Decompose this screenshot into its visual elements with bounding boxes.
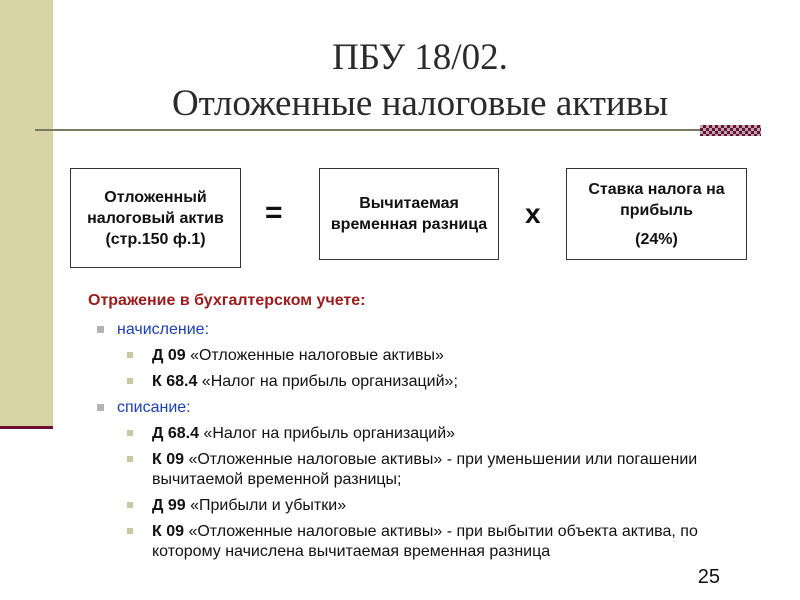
title-divider-ornament (700, 125, 761, 136)
bullet-marker (127, 352, 133, 358)
section-heading: Отражение в бухгалтерском учете: (88, 292, 366, 309)
account-code: К 09 (152, 451, 185, 468)
list-item (152, 346, 752, 366)
page-number: 25 (697, 566, 720, 588)
account-code: Д 68.4 (152, 425, 199, 442)
bullet-marker (127, 528, 133, 534)
formula-box-tax-rate (566, 168, 747, 260)
equals-sign: = (265, 196, 283, 229)
list-item-text: «Прибыли и убытки» (185, 497, 347, 514)
multiply-sign: х (525, 198, 541, 229)
list-item-text: «Отложенные налоговые активы» (185, 347, 444, 364)
list-item-text: «Отложенные налоговые активы» - при уменьшении или погашении вычитаемой временной разницы; (152, 451, 698, 488)
slide-title-line1: ПБУ 18/02. (332, 37, 508, 78)
list-item (152, 424, 752, 444)
list-item-text: начисление: (117, 321, 210, 338)
bullet-marker (127, 378, 133, 384)
account-code: Д 09 (152, 347, 186, 364)
slide-title-line2: Отложенные налоговые активы (171, 83, 669, 124)
side-accent-strip (0, 0, 53, 428)
list-item (152, 372, 752, 392)
bullet-marker (127, 456, 133, 462)
account-code: К 09 (152, 523, 185, 540)
list-item-writeoff (117, 398, 191, 418)
formula-box-deferred-tax-asset: Отложенный налоговый актив (стр.150 ф.1) (70, 168, 241, 268)
bullet-marker (127, 430, 133, 436)
list-item-text: «Отложенные налоговые активы» - при выбытии объекта актива, по которому начислена вычитаемая временная разница (152, 523, 698, 560)
title-divider (35, 129, 761, 131)
list-item (152, 496, 752, 516)
list-item-text: списание: (117, 399, 191, 416)
formula-box-deductible-difference: Вычитаемая временная разница (319, 168, 499, 260)
bullet-marker (97, 326, 104, 333)
tax-rate-label: Ставка налога на прибыль (588, 180, 725, 219)
tax-rate-value: (24%) (635, 230, 678, 248)
list-item-text: «Налог на прибыль организаций» (198, 425, 456, 442)
account-code: К 68.4 (152, 373, 198, 390)
bullet-marker (97, 404, 104, 411)
account-code: Д 99 (152, 497, 186, 514)
list-item-text: «Налог на прибыль организаций»; (197, 373, 458, 390)
bullet-marker (127, 502, 133, 508)
list-item-accrual (117, 320, 209, 340)
list-item (152, 522, 758, 562)
list-item (152, 450, 752, 490)
side-accent-rule (0, 426, 53, 429)
